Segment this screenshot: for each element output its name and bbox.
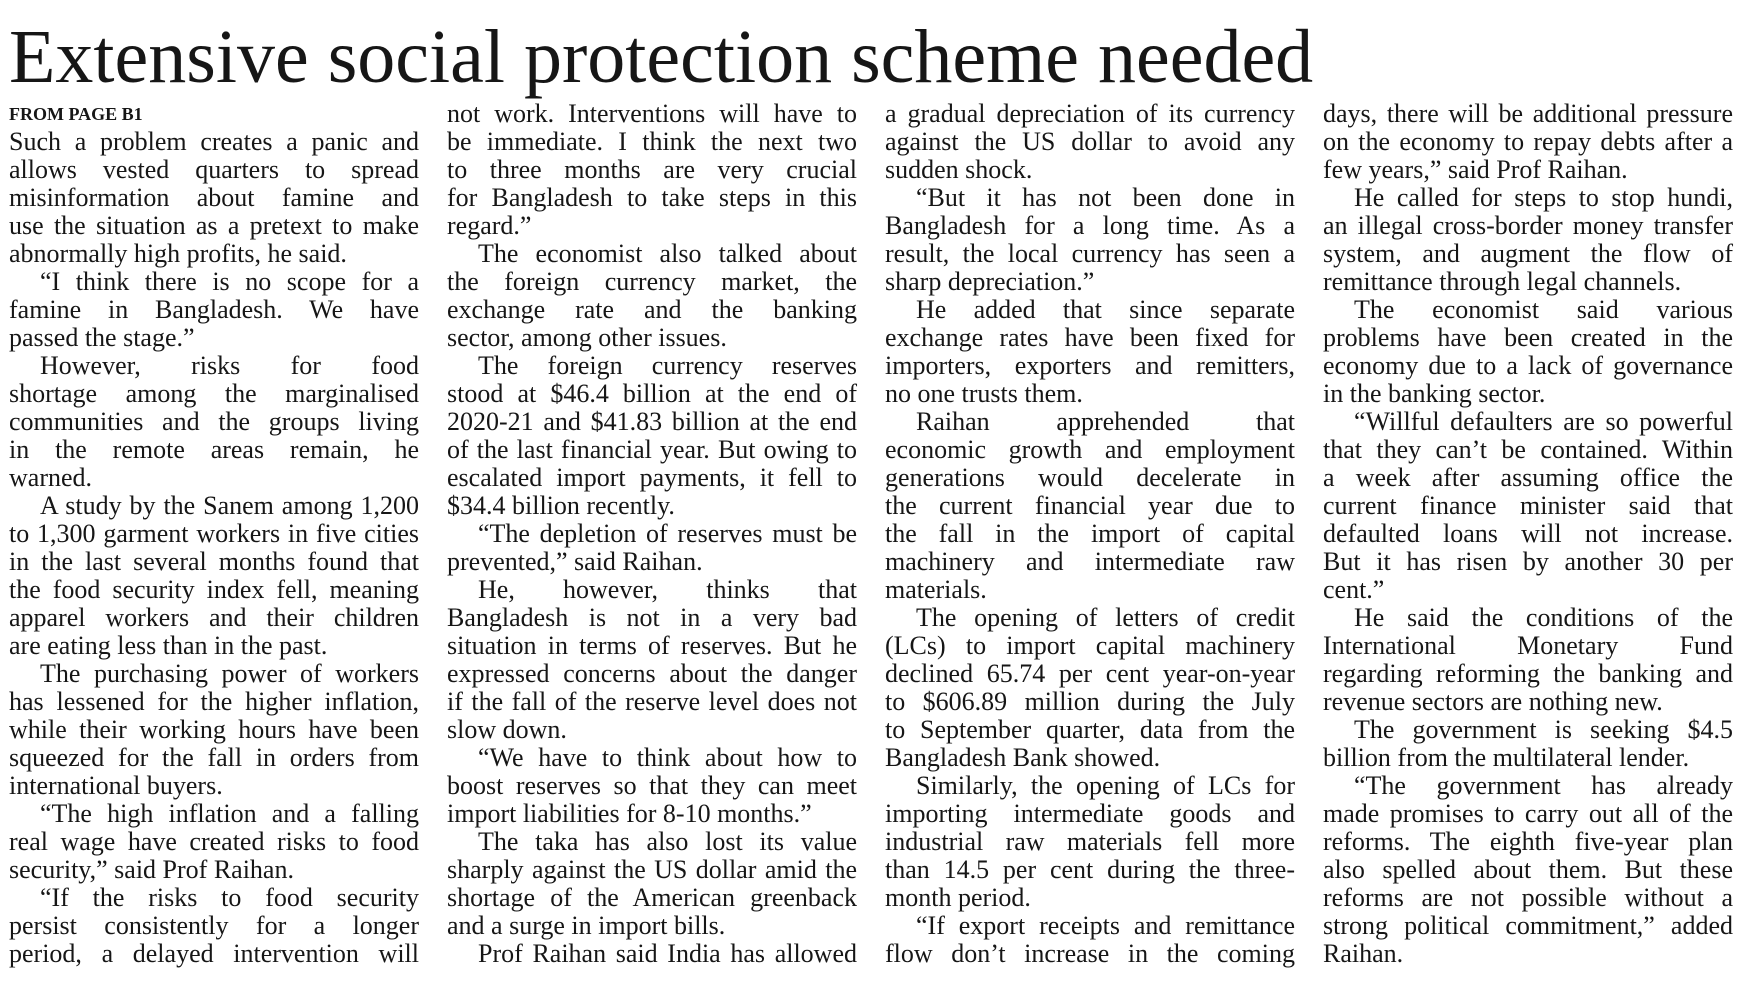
text-line: defaulted loans will not increase. [1323,519,1733,548]
text-line: passed the stage.” [9,323,195,352]
text-line: the food security index fell, meaning [9,575,419,604]
paragraph [885,184,1295,296]
text-line: remittance through legal channels. [1323,267,1682,296]
text-line: escalated import payments, it fell to [447,463,857,492]
text-line: International Monetary Fund [1323,631,1733,660]
text-line: than 14.5 per cent during the three- [885,855,1295,884]
paragraph [9,128,419,268]
article-column-2 [447,100,857,968]
text-line: international buyers. [9,771,223,800]
text-line: a gradual depreciation of its currency [885,99,1295,128]
text-line: “The government has already [1354,771,1733,800]
text-line: Raihan. [1323,939,1404,968]
text-line: A study by the Sanem among 1,200 [40,491,419,520]
text-line: while their working hours have been [9,715,419,744]
paragraph [1323,716,1733,772]
paragraph [9,492,419,660]
text-line: period, a delayed intervention will [9,939,419,968]
text-line: persist consistently for a longer [9,911,419,940]
text-line: warned. [9,463,93,492]
text-line: and a surge in import bills. [447,911,726,940]
paragraph [885,408,1295,604]
text-line: flow don’t increase in the coming [885,939,1295,968]
text-line: the current financial year due to [885,491,1295,520]
text-line: The economist also talked about [478,239,857,268]
text-line: shortage among the marginalised [9,379,419,408]
text-line: exchange rate and the banking [447,295,857,324]
paragraph [1323,772,1733,968]
text-line: to $606.89 million during the July [885,687,1295,716]
text-line: However, risks for food [40,351,419,380]
article-column-3 [885,100,1295,968]
text-line: “The depletion of reserves must be [478,519,857,548]
text-line: the foreign currency market, the [447,267,857,296]
text-line: The economist said various [1354,295,1733,324]
text-line: billion from the multilateral lender. [1323,743,1690,772]
text-line: prevented,” said Raihan. [447,547,703,576]
text-line: for Bangladesh to take steps in this [447,183,857,212]
text-line: that they can’t be contained. Within [1323,435,1733,464]
text-line: He added that since separate [916,295,1295,324]
paragraph [885,912,1295,968]
text-line: “Willful defaulters are so powerful [1354,407,1733,436]
paragraph [1323,100,1733,184]
text-line: “If the risks to food security [40,883,419,912]
text-line: “We have to think about how to [478,743,857,772]
paragraph [885,100,1295,184]
jump-line: FROM PAGE B1 [9,104,143,124]
text-line: made promises to carry out all of the [1323,799,1733,828]
text-line: days, there will be additional pressure [1323,99,1733,128]
text-line: import liabilities for 8-10 months.” [447,799,812,828]
text-line: no one trusts them. [885,379,1083,408]
text-line: of the last financial year. But owing to [447,435,857,464]
text-line: Similarly, the opening of LCs for [916,771,1295,800]
paragraph [1323,604,1733,716]
paragraph [9,660,419,800]
text-line: He called for steps to stop hundi, [1354,183,1733,212]
text-line: reforms are not possible without a [1323,883,1733,912]
text-line: reforms. The eighth five-year plan [1323,827,1733,856]
text-line: shortage of the American greenback [447,883,857,912]
text-line: to September quarter, data from the [885,715,1295,744]
text-line: exchange rates have been fixed for [885,323,1295,352]
text-line: economic growth and employment [885,435,1295,464]
text-line: importers, exporters and remitters, [885,351,1295,380]
text-line: Bangladesh is not in a very bad [447,603,857,632]
text-line: result, the local currency has seen a [885,239,1295,268]
text-line: apparel workers and their children [9,603,419,632]
text-line: “But it has not been done in [916,183,1295,212]
text-line: situation in terms of reserves. But he [447,631,857,660]
text-line: be immediate. I think the next two [447,127,857,156]
text-line: cent.” [1323,575,1385,604]
text-line: sharply against the US dollar amid the [447,855,857,884]
text-line: problems have been created in the [1323,323,1733,352]
text-line: The government is seeking $4.5 [1354,715,1733,744]
paragraph [447,240,857,352]
text-line: against the US dollar to avoid any [885,127,1295,156]
text-line: stood at $46.4 billion at the end of [447,379,857,408]
paragraph [447,100,857,240]
text-line: few years,” said Prof Raihan. [1323,155,1628,184]
text-line: He said the conditions of the [1354,603,1733,632]
text-line: “If export receipts and remittance [916,911,1295,940]
text-line: “I think there is no scope for a [40,267,419,296]
text-line: system, and augment the flow of [1323,239,1733,268]
text-line: not work. Interventions will have to [447,99,857,128]
text-line: importing intermediate goods and [885,799,1295,828]
text-line: 2020-21 and $41.83 billion at the end [447,407,857,436]
text-line: in the remote areas remain, he [9,435,419,464]
paragraph [9,352,419,492]
paragraph [1323,184,1733,296]
text-line: He, however, thinks that [478,575,857,604]
text-line: month period. [885,883,1031,912]
text-line: also spelled about them. But these [1323,855,1733,884]
paragraph [9,800,419,884]
text-line: abnormally high profits, he said. [9,239,347,268]
text-line: the fall in the import of capital [885,519,1295,548]
text-line: economy due to a lack of governance [1323,351,1733,380]
paragraph [447,576,857,744]
text-line: current finance minister said that [1323,491,1733,520]
text-line: regarding reforming the banking and [1323,659,1733,688]
text-line: expressed concerns about the danger [447,659,857,688]
paragraph [885,604,1295,772]
text-line: use the situation as a pretext to make [9,211,419,240]
paragraph [447,520,857,576]
text-line: But it has risen by another 30 per [1323,547,1733,576]
text-line: The taka has also lost its value [478,827,857,856]
headline: Extensive social protection scheme needed [9,15,1314,99]
paragraph [447,828,857,940]
article-column-1 [9,100,419,968]
text-line: allows vested quarters to spread [9,155,419,184]
text-line: The opening of letters of credit [916,603,1295,632]
text-line: The foreign currency reserves [478,351,857,380]
text-line: slow down. [447,715,567,744]
text-line: industrial raw materials fell more [885,827,1295,856]
text-line: security,” said Prof Raihan. [9,855,294,884]
text-line: (LCs) to import capital machinery [885,631,1295,660]
text-line: materials. [885,575,987,604]
text-line: declined 65.74 per cent year-on-year [885,659,1295,688]
paragraph [447,744,857,828]
text-line: real wage have created risks to food [9,827,419,856]
text-line: “The high inflation and a falling [40,799,419,828]
paragraph [885,296,1295,408]
text-line: communities and the groups living [9,407,419,436]
text-line: to 1,300 garment workers in five cities [9,519,419,548]
text-line: a week after assuming office the [1323,463,1733,492]
text-line: generations would decelerate in [885,463,1295,492]
text-line: sector, among other issues. [447,323,727,352]
text-line: revenue sectors are nothing new. [1323,687,1663,716]
text-line: regard.” [447,211,532,240]
text-line: $34.4 billion recently. [447,491,675,520]
text-line: machinery and intermediate raw [885,547,1295,576]
article-column-4 [1323,100,1733,968]
text-line: Prof Raihan said India has allowed [478,939,857,968]
paragraph [1323,296,1733,408]
text-line: The purchasing power of workers [40,659,419,688]
text-line: in the banking sector. [1323,379,1546,408]
text-line: Bangladesh Bank showed. [885,743,1161,772]
text-line: on the economy to repay debts after a [1323,127,1733,156]
text-line: sudden shock. [885,155,1033,184]
text-line: are eating less than in the past. [9,631,328,660]
text-line: squeezed for the fall in orders from [9,743,419,772]
text-line: Raihan apprehended that [916,407,1295,436]
text-line: an illegal cross-border money transfer [1323,211,1733,240]
text-line: in the last several months found that [9,547,419,576]
text-line: if the fall of the reserve level does not [447,687,857,716]
paragraph [1323,408,1733,604]
text-line: famine in Bangladesh. We have [9,295,419,324]
text-line: strong political commitment,” added [1323,911,1733,940]
paragraph [447,352,857,520]
paragraph [447,940,857,968]
text-line: boost reserves so that they can meet [447,771,857,800]
paragraph [9,884,419,968]
text-line: sharp depreciation.” [885,267,1095,296]
text-line: Bangladesh for a long time. As a [885,211,1295,240]
paragraph [9,268,419,352]
text-line: to three months are very crucial [447,155,857,184]
text-line: misinformation about famine and [9,183,419,212]
paragraph [885,772,1295,912]
text-line: has lessened for the higher inflation, [9,687,419,716]
text-line: Such a problem creates a panic and [9,127,419,156]
